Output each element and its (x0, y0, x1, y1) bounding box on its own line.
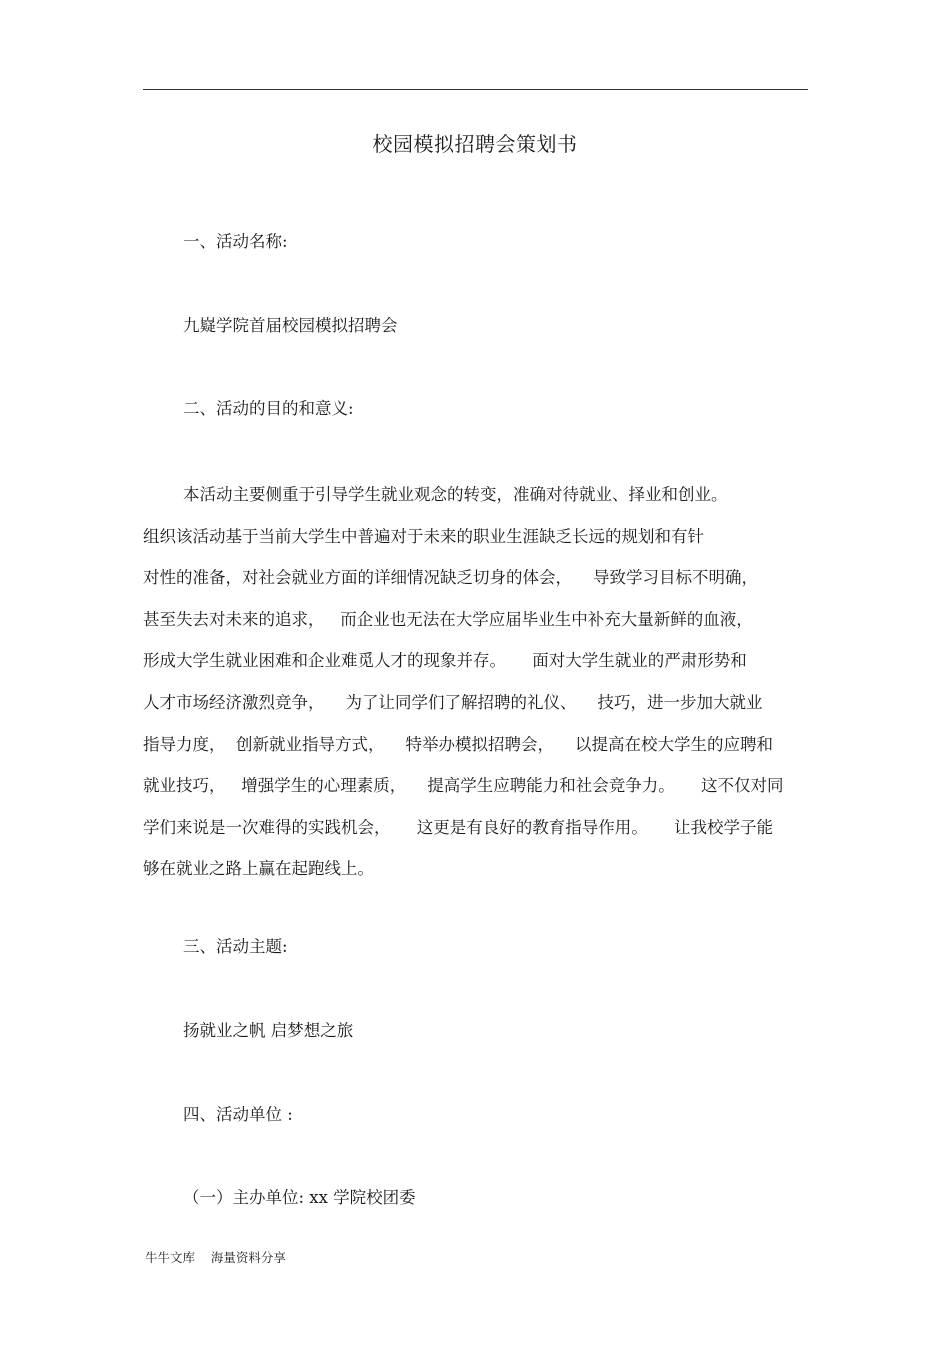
paragraph-line: 够在就业之路上赢在起跑线上。 (143, 859, 374, 879)
organizer-text: （一）主办单位: xx 学院校团委 (183, 1188, 416, 1207)
section-heading-purpose: 二、活动的目的和意义: (183, 399, 354, 418)
paragraph-line: 组织该活动基于当前大学生中普遍对于未来的职业生涯缺乏长远的规划和有针 (143, 526, 704, 546)
top-rule (143, 89, 808, 90)
page-title: 校园模拟招聘会策划书 (372, 132, 578, 156)
paragraph-line: 指导力度， 创新就业指导方式， 特举办模拟招聘会， 以提高在校大学生的应聘和 (143, 734, 773, 754)
paragraph-line: 本活动主要侧重于引导学生就业观念的转变，准确对待就业、择业和创业。 (183, 485, 728, 504)
paragraph-line: 形成大学生就业困难和企业难觅人才的现象并存。 面对大学生就业的严肃形势和 (143, 651, 747, 671)
purpose-paragraph (143, 474, 813, 890)
footer-text: 牛牛文库 海量资料分享 (145, 1250, 286, 1265)
paragraph-line: 对性的准备，对社会就业方面的详细情况缺乏切身的体会， 导致学习目标不明确， (143, 568, 758, 588)
paragraph-line: 就业技巧， 增强学生的心理素质， 提高学生应聘能力和社会竞争力。 这不仅对同 (143, 776, 784, 796)
activity-name-text: 九嶷学院首届校园模拟招聘会 (183, 316, 398, 335)
section-heading-organizer: 四、活动单位 : (183, 1105, 293, 1124)
activity-theme-text: 扬就业之帆 启梦想之旅 (183, 1021, 354, 1040)
paragraph-line: 人才市场经济激烈竞争， 为了让同学们了解招聘的礼仪、 技巧，进一步加大就业 (143, 692, 763, 712)
paragraph-line: 甚至失去对未来的追求， 而企业也无法在大学应届毕业生中补充大量新鲜的血液， (143, 609, 753, 629)
paragraph-line: 学们来说是一次难得的实践机会， 这更是有良好的教育指导作用。 让我校学子能 (143, 817, 773, 837)
section-heading-name: 一、活动名称: (183, 232, 288, 251)
section-heading-theme: 三、活动主题: (183, 937, 288, 956)
